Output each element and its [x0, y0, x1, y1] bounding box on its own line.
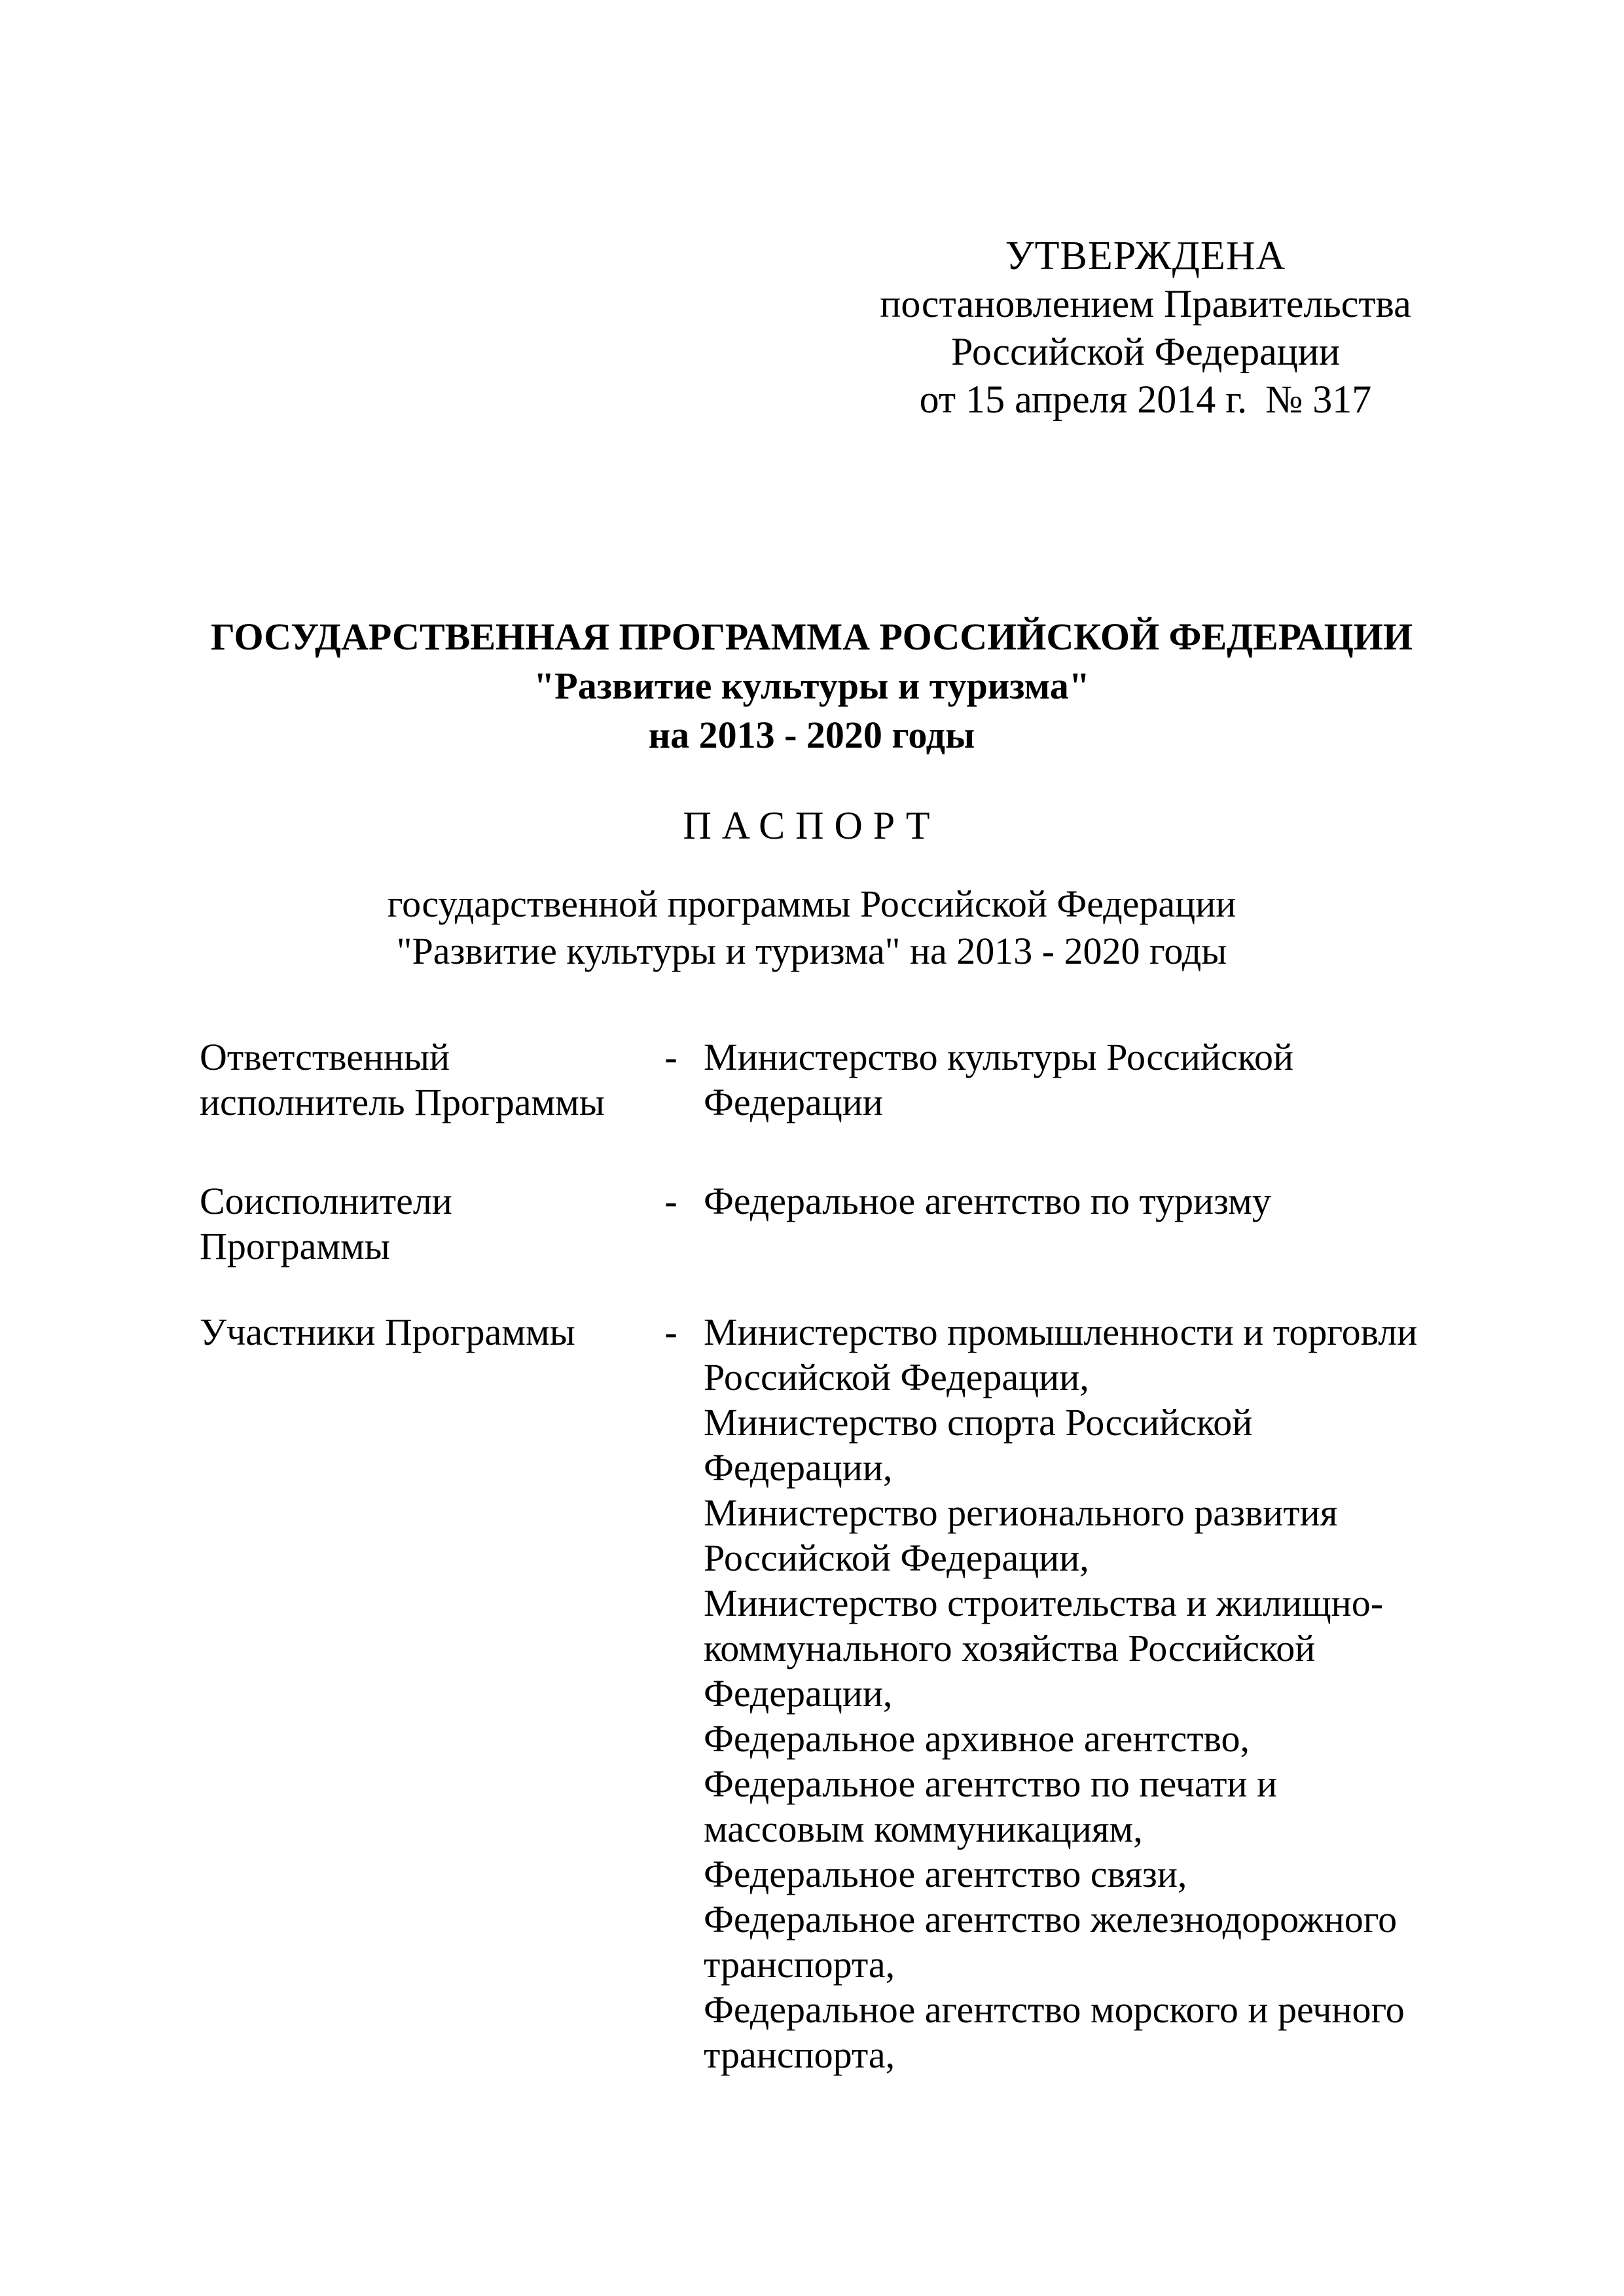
row-label — [200, 1309, 658, 1355]
row-value-line: Российской Федерации, — [704, 1356, 1089, 1398]
row-dash: - — [664, 1180, 677, 1222]
row-value — [704, 1309, 1476, 2077]
row-dash: - — [664, 1311, 677, 1353]
row-value-line: Федеральное агентство по печати и — [704, 1762, 1278, 1805]
row-value — [704, 1034, 1476, 1125]
row-value-line: массовым коммуникациям, — [704, 1808, 1143, 1850]
row-value-line: Федеральное агентство по туризму — [704, 1180, 1271, 1222]
row-value-line: Министерство строительства и жилищно- — [704, 1582, 1384, 1624]
row-value-line: Федерации, — [704, 1446, 893, 1489]
row-value-line: коммунального хозяйства Российской — [704, 1627, 1316, 1669]
row-value-line: Министерство регионального развития — [704, 1491, 1338, 1534]
row-value-line: Федерации, — [704, 1672, 893, 1715]
approval-stamp: УТВЕРЖДЕНА — [1005, 234, 1286, 278]
program-title-line-1: ГОСУДАРСТВЕННАЯ ПРОГРАММА РОССИЙСКОЙ ФЕДЕРАЦИИ — [211, 615, 1413, 658]
approval-date-line — [851, 376, 1440, 424]
approval-date: от 15 апреля 2014 г. — [919, 378, 1248, 421]
approval-line-2: Российской Федерации — [950, 330, 1341, 373]
row-label — [200, 1178, 658, 1269]
row-value-line: Федерации — [704, 1081, 883, 1123]
row-label-line: Ответственный — [200, 1036, 450, 1078]
row-dash: - — [664, 1036, 677, 1078]
approval-number: № 317 — [1265, 378, 1372, 421]
row-value-line: Российской Федерации, — [704, 1537, 1089, 1579]
row-label-line: Соисполнители — [200, 1180, 452, 1222]
program-title-line-2: "Развитие культуры и туризма" — [533, 665, 1090, 707]
row-value-line: Федеральное агентство морского и речного — [704, 1988, 1405, 2031]
row-value-line: Федеральное архивное агентство, — [704, 1717, 1250, 1760]
row-value-line: Федеральное агентство связи, — [704, 1853, 1187, 1895]
row-value-line: Министерство спорта Российской — [704, 1401, 1253, 1444]
row-value-line: Министерство промышленности и торговли — [704, 1311, 1418, 1353]
passport-header — [157, 802, 1466, 975]
row-label-line: Участники Программы — [200, 1311, 575, 1353]
approval-line-1: постановлением Правительства — [880, 282, 1411, 325]
row-value-line: транспорта, — [704, 2033, 895, 2076]
approval-stamp-block — [851, 232, 1440, 424]
row-value-line: Министерство культуры Российской — [704, 1036, 1293, 1078]
row-value — [704, 1178, 1476, 1224]
row-label — [200, 1034, 658, 1125]
row-label-line: Программы — [200, 1225, 390, 1267]
passport-heading: ПАСПОРТ — [683, 804, 941, 847]
passport-subtitle-1: государственной программы Российской Федерации — [387, 883, 1236, 925]
passport-subtitle-2: "Развитие культуры и туризма" на 2013 - 2020 годы — [396, 930, 1227, 972]
program-title-line-3: на 2013 - 2020 годы — [648, 714, 975, 756]
row-label-line: исполнитель Программы — [200, 1081, 605, 1123]
program-title — [157, 612, 1466, 759]
row-value-line: Федеральное агентство железнодорожного — [704, 1898, 1398, 1941]
row-value-line: транспорта, — [704, 1943, 895, 1986]
